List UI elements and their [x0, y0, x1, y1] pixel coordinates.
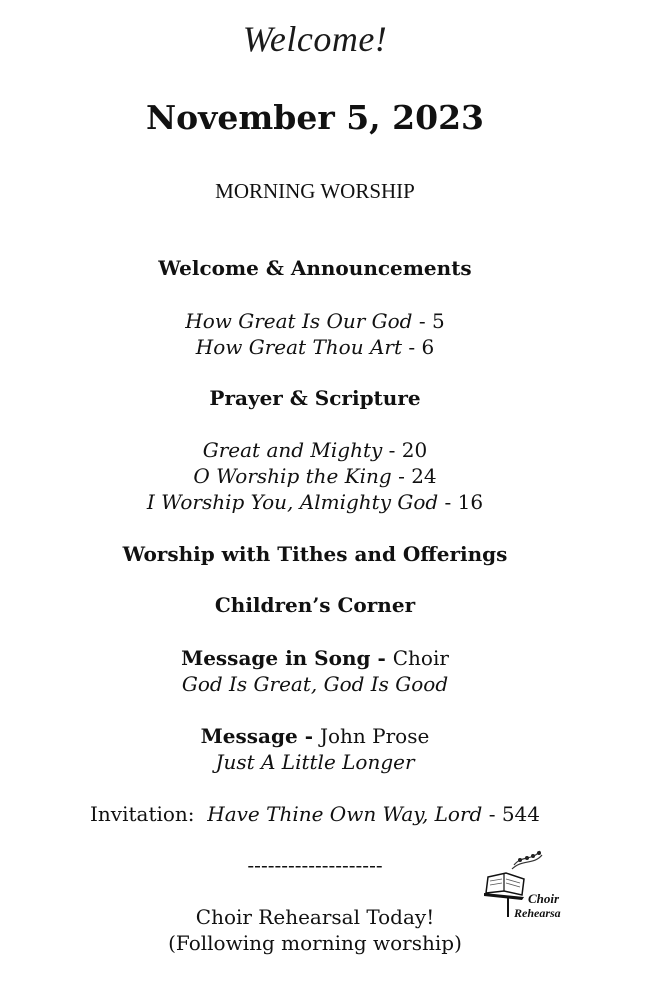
song-title: How Great Is Our God	[185, 309, 413, 333]
message-line	[0, 724, 630, 748]
service-name: MORNING WORSHIP	[215, 179, 415, 203]
message-label: Message	[200, 724, 298, 748]
song-item	[0, 464, 630, 488]
song-title: How Great Thou Art	[195, 335, 402, 359]
message-in-song-line	[0, 646, 630, 670]
message-in-song-by: Choir	[392, 646, 449, 670]
song-item	[0, 309, 630, 333]
section-welcome-announcements: Welcome & Announcements	[158, 256, 472, 280]
invitation-label: Invitation:	[90, 802, 208, 826]
choir-music-stand-icon	[484, 843, 576, 917]
invitation-song-title: Have Thine Own Way, Lord	[207, 802, 483, 826]
separator: -	[370, 646, 393, 670]
section-childrens-corner: Children’s Corner	[214, 593, 416, 617]
welcome-heading: Welcome!	[242, 19, 388, 59]
divider: --------------------	[247, 853, 383, 877]
footer-line-2: (Following morning worship)	[168, 931, 462, 955]
song-item	[0, 490, 630, 514]
message-in-song-title: God Is Great, God Is Good	[181, 672, 449, 696]
message-speaker: John Prose	[319, 724, 430, 748]
invitation-song-number: - 544	[482, 802, 540, 826]
song-title: Great and Mighty	[202, 438, 383, 462]
song-number: - 20	[382, 438, 428, 462]
song-number: - 16	[438, 490, 484, 514]
song-item	[0, 438, 630, 462]
footer-line-1: Choir Rehearsal Today!	[195, 905, 435, 929]
separator: -	[297, 724, 320, 748]
svg-text:Choir: Choir	[528, 891, 560, 906]
section-tithes-offerings: Worship with Tithes and Offerings	[122, 542, 508, 566]
invitation-line	[0, 802, 630, 826]
song-title: O Worship the King	[193, 464, 392, 488]
message-title: Just A Little Longer	[215, 750, 415, 774]
song-number: - 5	[412, 309, 445, 333]
song-number: - 6	[402, 335, 435, 359]
message-in-song-label: Message in Song	[181, 646, 371, 670]
song-item	[0, 335, 630, 359]
song-number: - 24	[391, 464, 437, 488]
service-date: November 5, 2023	[146, 98, 484, 137]
song-title: I Worship You, Almighty God	[146, 490, 439, 514]
svg-text:Rehearsa: Rehearsa	[514, 906, 561, 917]
section-prayer-scripture: Prayer & Scripture	[209, 386, 421, 410]
